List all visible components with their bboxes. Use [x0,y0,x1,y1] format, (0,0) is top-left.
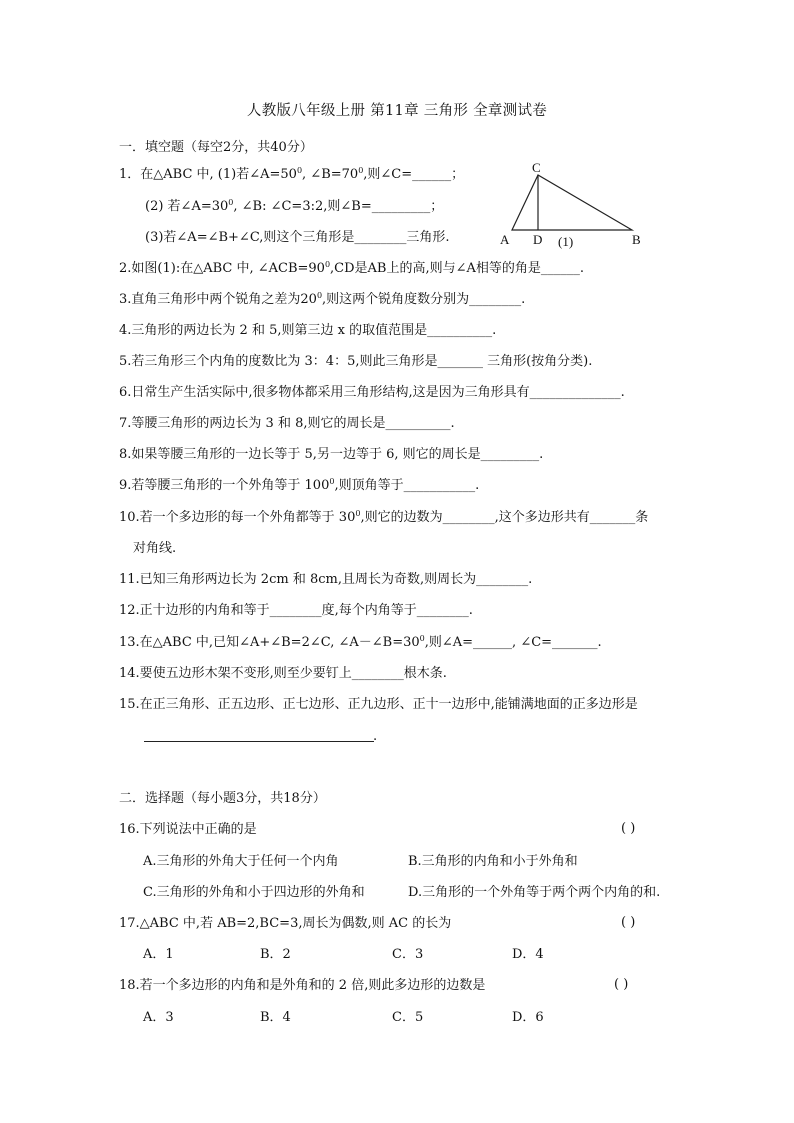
triangle-figure [490,158,650,250]
answer-blank-15 [144,740,374,742]
question-1-part-3: (3)若∠A=∠B+∠C,则这个三角形是________三角形. [145,230,450,245]
answer-paren-17: ( ) [621,915,636,930]
label-b: B [632,232,641,247]
question-7: 7.等腰三角形的两边长为 3 和 8,则它的周长是__________. [119,416,455,431]
question-1-part-2: (2) 若$\angle A=30^0$, ∠B: ∠C=3:2,则∠B=_________； [145,198,444,214]
question-18: 18.若一个多边形的内角和是外角和的 2 倍,则此多边形的边数是 [119,978,486,993]
option-16a: A.三角形的外角大于任何一个内角 [143,854,339,869]
question-6: 6.日常生产生活实际中,很多物体都采用三角形结构,这是因为三角形具有______________. [119,385,625,400]
question-10: 10.若一个多边形的每一个外角都等于 $30^0$,则它的边数为________,这个多边形共有_______条 [119,509,649,525]
figure-caption: (1) [558,234,574,249]
question-2: 2.如图(1):在△ABC 中, $\angle ACB=90^0,CD$是AB上的高,则与∠A相等的角是______. [119,260,585,276]
question-4: 4.三角形的两边长为 2 和 5,则第三边 x 的取值范围是__________. [119,323,497,338]
question-15-end: . [373,729,378,744]
question-1: 1．在△ABC 中, (1)若$\angle A=50^0$, $\angle B=70^0$,则∠C=______； [119,166,465,182]
option-18b: B．4 [260,1010,291,1025]
question-10-cont: 对角线. [133,541,177,556]
option-16b: B.三角形的内角和小于外角和 [408,854,578,869]
question-15: 15.在正三角形、正五边形、正七边形、正九边形、正十一边形中,能铺满地面的正多边形是 [119,697,638,712]
option-16c: C.三角形的外角和小于四边形的外角和 [143,885,365,900]
question-5: 5.若三角形三个内角的度数比为 3：4：5,则此三角形是_______ 三角形(按角分类). [119,354,593,369]
page-title: 人教版八年级上册 第11章 三角形 全章测试卷 [246,103,548,119]
label-a: A [500,232,510,247]
option-17b: B．2 [260,947,291,962]
question-12: 12.正十边形的内角和等于________度,每个内角等于________. [119,603,473,618]
option-16d: D.三角形的一个外角等于两个两个内角的和. [408,885,661,900]
option-18d: D．6 [512,1010,544,1025]
answer-paren-18: ( ) [614,977,629,992]
question-16: 16.下列说法中正确的是 [119,822,257,837]
answer-paren-16: ( ) [621,821,636,836]
question-3: 3.直角三角形中两个锐角之差为$20^0$,则这两个锐角度数分别为________. [119,291,526,307]
option-18a: A．3 [143,1010,174,1025]
label-d: D [533,232,543,247]
question-13: 13.在△ABC 中,已知∠A+∠B=2∠C, $\angle A-\angle B=30^0$,则∠A=______, ∠C=_______. [119,634,602,650]
question-9: 9.若等腰三角形的一个外角等于 $100^0$,则顶角等于___________. [119,477,480,493]
option-17a: A．1 [143,947,174,962]
option-17d: D．4 [512,947,544,962]
option-17c: C．3 [392,947,424,962]
section2-heading: 二．选择题（每小题3分，共18分） [119,791,326,806]
question-14: 14.要使五边形木架不变形,则至少要钉上________根木条. [119,666,447,681]
question-11: 11.已知三角形两边长为 2cm 和 8cm,且周长为奇数,则周长为________. [119,572,533,587]
option-18c: C．5 [392,1010,424,1025]
question-8: 8.如果等腰三角形的一边长等于 5,另一边等于 6, 则它的周长是_________. [119,447,544,462]
question-17: 17.△ABC 中,若 AB=2,BC=3,周长为偶数,则 AC 的长为 [119,916,452,931]
label-c: C [532,160,541,175]
section1-heading: 一．填空题（每空2分，共40分） [119,140,313,155]
triangle-abc [512,175,632,230]
